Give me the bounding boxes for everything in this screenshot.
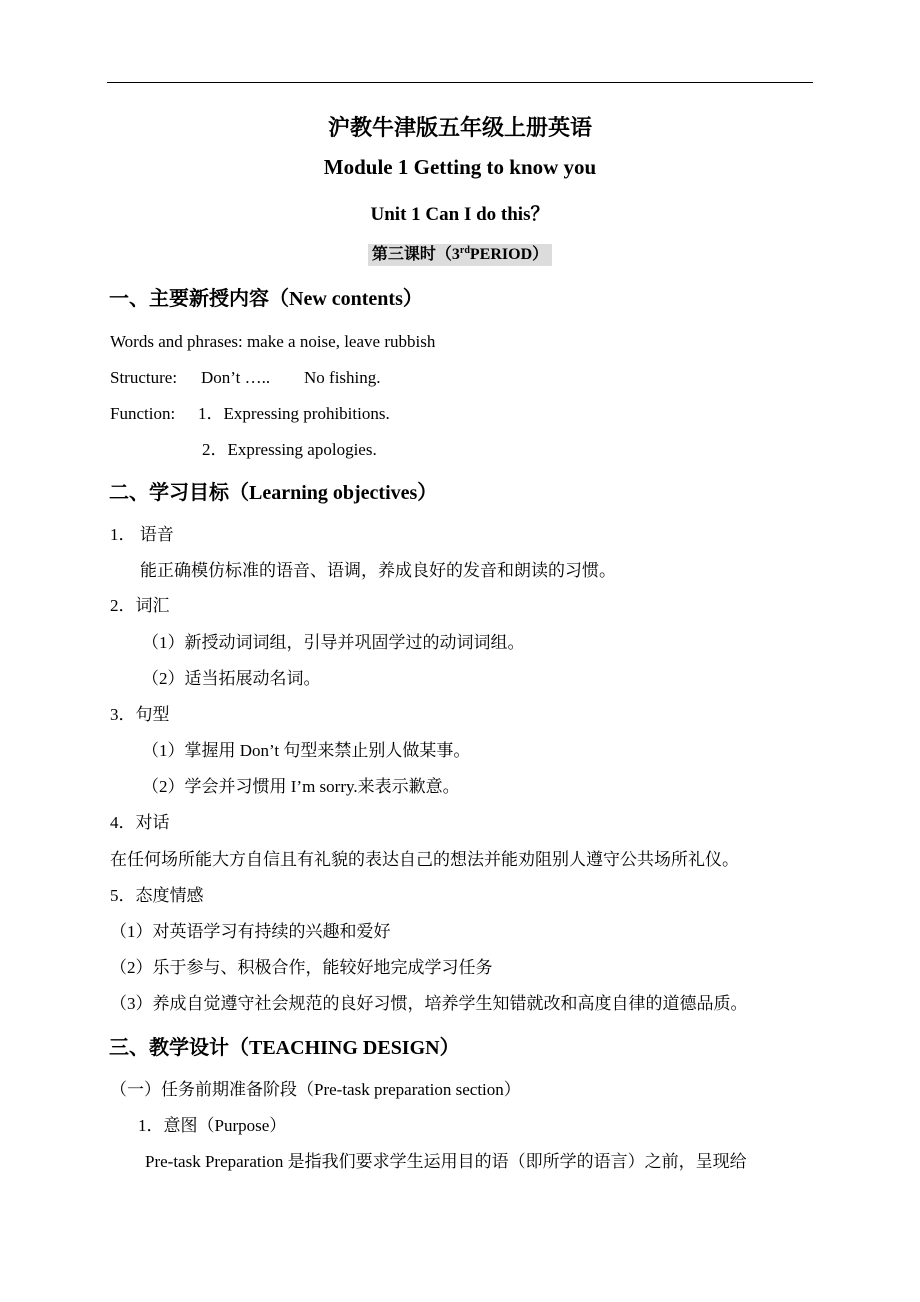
section-new-contents-heading: 一、主要新授内容（New contents） [109,288,423,310]
objective-line: （2）乐于参与、积极合作，能较好地完成学习任务 [110,958,493,977]
purpose-subheading: 1．意图（Purpose） [138,1116,287,1135]
objective-line: （3）养成自觉遵守社会规范的良好习惯，培养学生知错就改和高度自律的道德品质。 [110,994,748,1013]
structure-label: Structure: [110,368,178,387]
purpose-paragraph: Pre-task Preparation 是指我们要求学生运用目的语（即所学的语言）之前，呈现给 [145,1152,747,1171]
objective-line: （1）新授动词词组，引导并巩固学过的动词词组。 [142,633,525,652]
module-title: Module 1 Getting to know you [323,155,597,179]
pre-task-subheading: （一）任务前期准备阶段（Pre-task preparation section） [110,1080,521,1099]
header-rule [107,82,813,83]
period-label [0,244,920,266]
objective-line: 3．句型 [110,705,170,724]
objective-line: 在任何场所能大方自信且有礼貌的表达自己的想法并能劝阻别人遵守公共场所礼仪。 [110,850,739,869]
words-and-phrases: Words and phrases: make a noise, leave rubbish [110,332,436,351]
document-title: 沪教牛津版五年级上册英语 [327,115,592,140]
structure-item-no-fishing: No fishing. [304,368,381,387]
function-item-2: 2．Expressing apologies. [202,440,377,459]
function-item-1: 1．Expressing prohibitions. [198,404,390,423]
objective-line: 2．词汇 [110,596,170,615]
objective-line: （2）适当拓展动名词。 [142,669,321,688]
period-badge: 第三课时（3rdPERIOD） [368,244,552,266]
objective-line: 5．态度情感 [110,886,204,905]
objective-line: 能正确模仿标准的语音、语调，养成良好的发音和朗读的习惯。 [140,561,616,580]
section-teaching-design-heading: 三、教学设计（TEACHING DESIGN） [109,1037,460,1059]
objective-line: 4．对话 [110,813,170,832]
structure-item-dont: Don’t ….. [201,368,271,387]
unit-title: Unit 1 Can I do this？ [370,204,550,225]
objective-line: （2）学会并习惯用 I’m sorry.来表示歉意。 [142,777,460,796]
function-label: Function: [110,404,176,423]
objective-line: （1）掌握用 Don’t 句型来禁止别人做某事。 [142,741,471,760]
section-objectives-heading: 二、学习目标（Learning objectives） [109,482,438,504]
objective-line: 1． 语音 [110,525,174,544]
objective-line: （1）对英语学习有持续的兴趣和爱好 [110,922,391,941]
